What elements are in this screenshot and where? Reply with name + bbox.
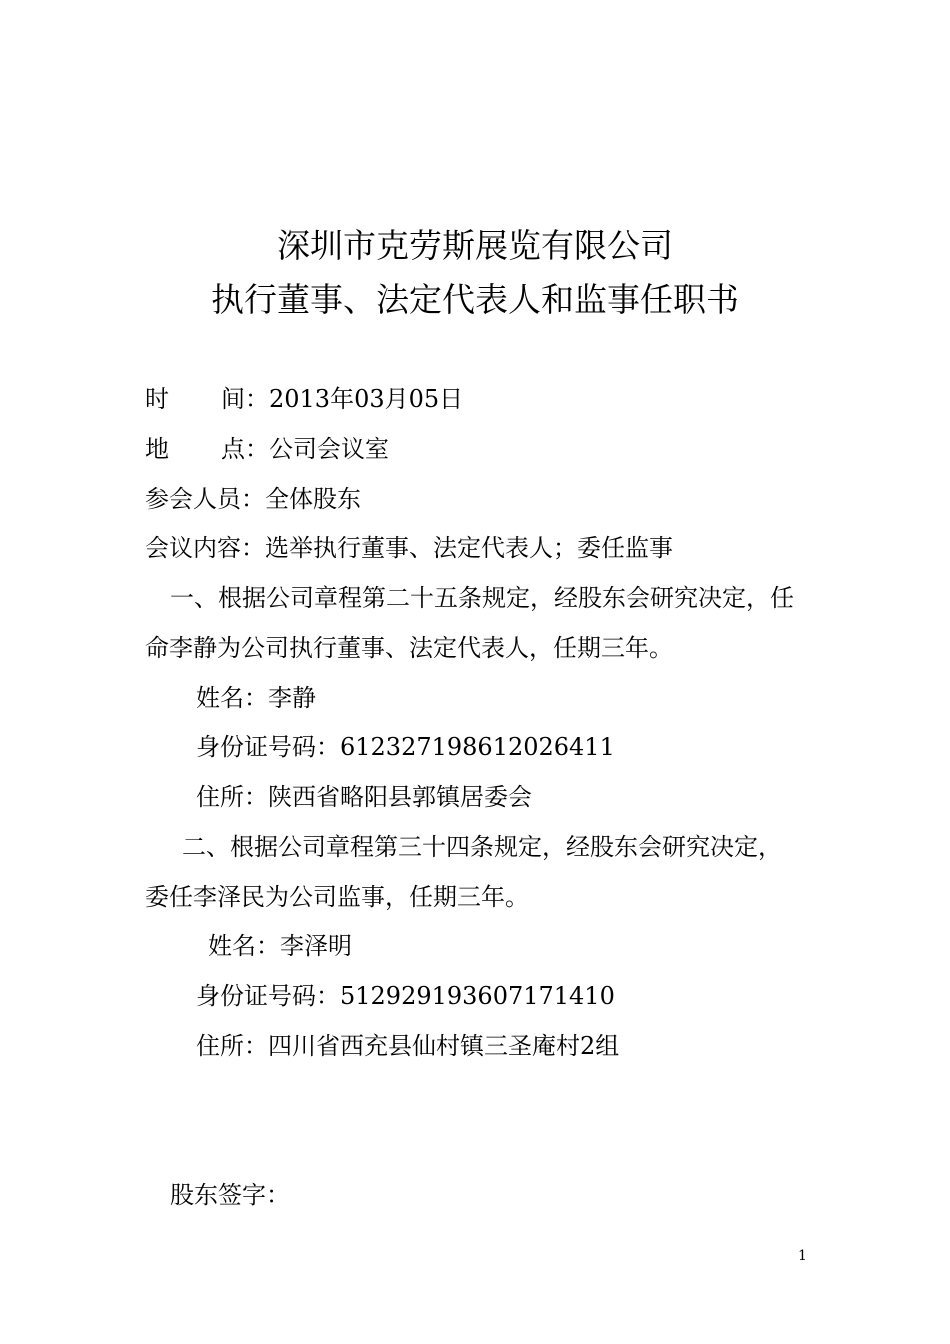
item2-name: 姓名：李泽明 — [208, 932, 352, 960]
meeting-time-row — [145, 384, 463, 414]
page-number: 1 — [798, 1248, 807, 1264]
item2-text-line1: 二、根据公司章程第三十四条规定，经股东会研究决定， — [182, 833, 782, 861]
meeting-attendees-row: 参会人员：全体股东 — [145, 485, 361, 513]
item1-address: 住所：陕西省略阳县郭镇居委会 — [196, 783, 532, 811]
item2-id-number: 身份证号码：512929193607171410 — [196, 982, 615, 1010]
meeting-time-label-a: 时 — [145, 385, 169, 413]
shareholder-signature-label: 股东签字： — [170, 1181, 290, 1209]
meeting-time-value: 2013年03月05日 — [269, 385, 464, 413]
meeting-content-row: 会议内容：选举执行董事、法定代表人；委任监事 — [145, 534, 673, 562]
item1-text-line1: 一、根据公司章程第二十五条规定，经股东会研究决定，任 — [170, 584, 794, 612]
item1-text-line2: 命李静为公司执行董事、法定代表人，任期三年。 — [145, 634, 673, 662]
item2-address: 住所：四川省西充县仙村镇三圣庵村2组 — [196, 1032, 620, 1060]
meeting-place-value: 公司会议室 — [269, 435, 389, 463]
item2-text-line2: 委任李泽民为公司监事，任期三年。 — [145, 883, 529, 911]
meeting-time-label-b: 间： — [221, 385, 269, 413]
item1-id-number: 身份证号码：612327198612026411 — [196, 733, 615, 761]
meeting-place-label-a: 地 — [145, 435, 169, 463]
document-title-subject: 执行董事、法定代表人和监事任职书 — [211, 280, 739, 319]
meeting-place-label-b: 点： — [221, 435, 269, 463]
meeting-place-row — [145, 434, 389, 464]
document-title-company: 深圳市克劳斯展览有限公司 — [277, 226, 673, 265]
item1-name: 姓名：李静 — [196, 684, 316, 712]
